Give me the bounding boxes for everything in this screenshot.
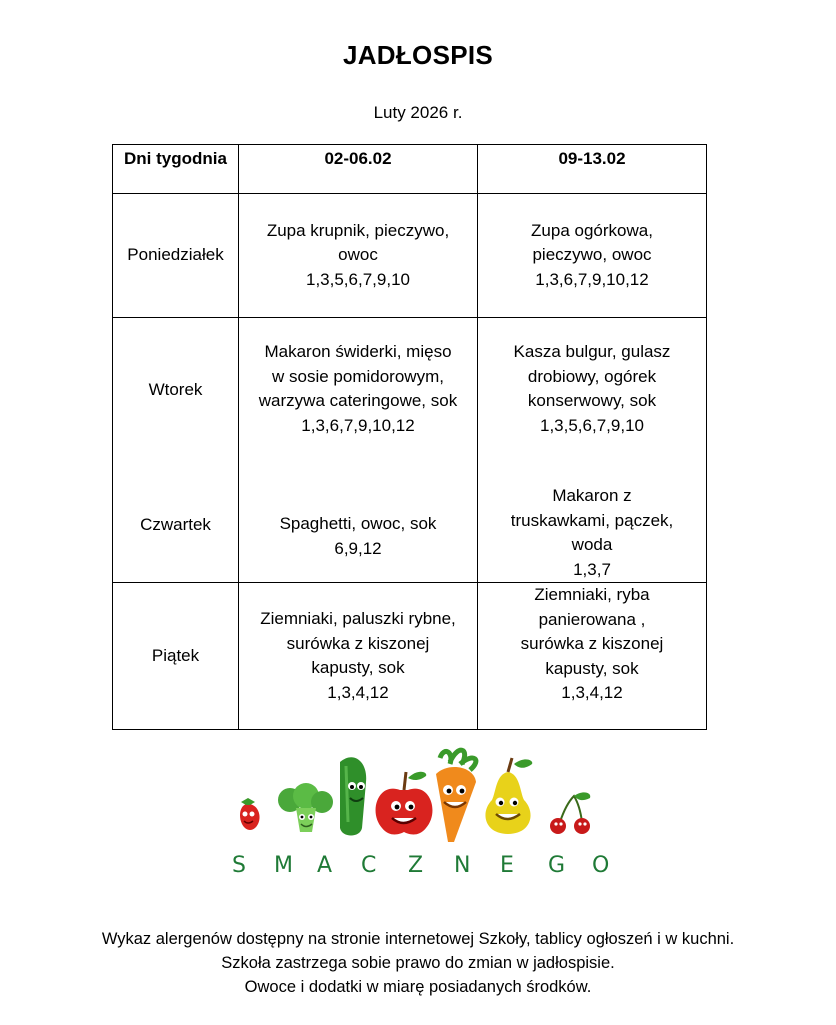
meal-line: Makaron świderki, mięso (264, 342, 452, 361)
footer-notes (0, 927, 836, 999)
meal-line: Ziemniaki, ryba (534, 585, 650, 604)
footer-line-fruits: Owoce i dodatki w miarę posiadanych środków. (244, 978, 592, 996)
day-thursday: Czwartek (140, 514, 211, 534)
header-days: Dni tygodnia (113, 145, 239, 194)
header-week-2: 09-13.02 (478, 145, 707, 194)
logo-letter: S (232, 853, 246, 878)
meal-line: woda (571, 535, 613, 554)
smacznego-text (232, 853, 609, 878)
day-monday: Poniedziałek (113, 194, 239, 318)
meal-cell (239, 583, 478, 730)
logo-letter: N (454, 853, 471, 878)
day-tuesday: Wtorek (148, 380, 203, 399)
allergen-codes: 1,3,4,12 (561, 683, 623, 702)
cherries-icon (550, 792, 590, 834)
logo-letter: A (317, 853, 333, 878)
day-cell-combined (113, 318, 239, 583)
header-week-1: 02-06.02 (239, 145, 478, 194)
allergen-codes: 1,3,5,6,7,9,10 (540, 415, 644, 435)
allergen-codes: 1,3,7 (573, 559, 611, 579)
allergen-codes: 1,3,5,6,7,9,10 (306, 269, 410, 289)
meal-line: owoc (338, 245, 378, 265)
table-row (113, 318, 707, 583)
meal-cell (478, 583, 707, 730)
meal-line: Ziemniaki, paluszki rybne, (260, 609, 456, 628)
meal-line: panierowana , (538, 609, 646, 629)
meal-line: Makaron z (552, 486, 632, 505)
smacznego-logo (178, 742, 648, 907)
table-row (113, 194, 707, 318)
logo-letter: E (500, 853, 514, 878)
meal-line: Spaghetti, owoc, sok (279, 514, 437, 533)
meal-line: kapusty, sok (311, 658, 405, 677)
allergen-codes: 1,3,6,7,9,10,12 (535, 269, 649, 289)
meal-cell (478, 194, 707, 318)
logo-letter: C (361, 853, 377, 878)
meal-line: surówka z kiszonej (520, 634, 664, 653)
meal-line: Zupa ogórkowa, (531, 220, 653, 240)
allergen-codes: 6,9,12 (334, 538, 382, 558)
allergen-codes: 1,3,4,12 (327, 682, 389, 702)
meal-line: Kasza bulgur, gulasz (513, 342, 671, 361)
table-row (113, 583, 707, 730)
logo-letter: Z (408, 853, 424, 878)
broccoli-icon (278, 783, 333, 832)
day-friday: Piątek (113, 583, 239, 730)
page-title: JADŁOSPIS (342, 40, 494, 70)
table-header-row (113, 145, 707, 194)
meal-line: kapusty, sok (545, 658, 639, 678)
cucumber-icon (340, 757, 366, 835)
logo-letter: G (548, 853, 566, 878)
apple-icon (376, 772, 433, 835)
meal-line: konserwowy, sok (527, 391, 657, 410)
allergen-codes: 1,3,6,7,9,10,12 (301, 415, 415, 435)
footer-line-changes: Szkoła zastrzega sobie prawo do zmian w jadłospisie. (221, 954, 615, 972)
meal-line: surówka z kiszonej (286, 633, 430, 653)
meal-line: truskawkami, pączek, (510, 510, 674, 530)
menu-table (112, 144, 707, 730)
meal-line: warzywa cateringowe, sok (258, 391, 458, 410)
meal-line: Zupa krupnik, pieczywo, (266, 220, 450, 240)
meal-line: drobiowy, ogórek (527, 366, 657, 386)
pear-icon (485, 758, 532, 834)
strawberry-icon (240, 798, 260, 830)
logo-letter: M (274, 853, 293, 878)
meal-cell (239, 318, 478, 583)
meal-line: pieczywo, owoc (532, 245, 652, 265)
meal-cell (239, 194, 478, 318)
carrot-icon (436, 750, 476, 842)
meal-cell (478, 318, 707, 583)
logo-letter: O (592, 853, 610, 878)
month-subtitle: Luty 2026 r. (373, 103, 463, 122)
meal-line: w sosie pomidorowym, (272, 366, 444, 386)
footer-line-allergens: Wykaz alergenów dostępny na stronie internetowej Szkoły, tablicy ogłoszeń i w kuchni. (101, 930, 735, 948)
